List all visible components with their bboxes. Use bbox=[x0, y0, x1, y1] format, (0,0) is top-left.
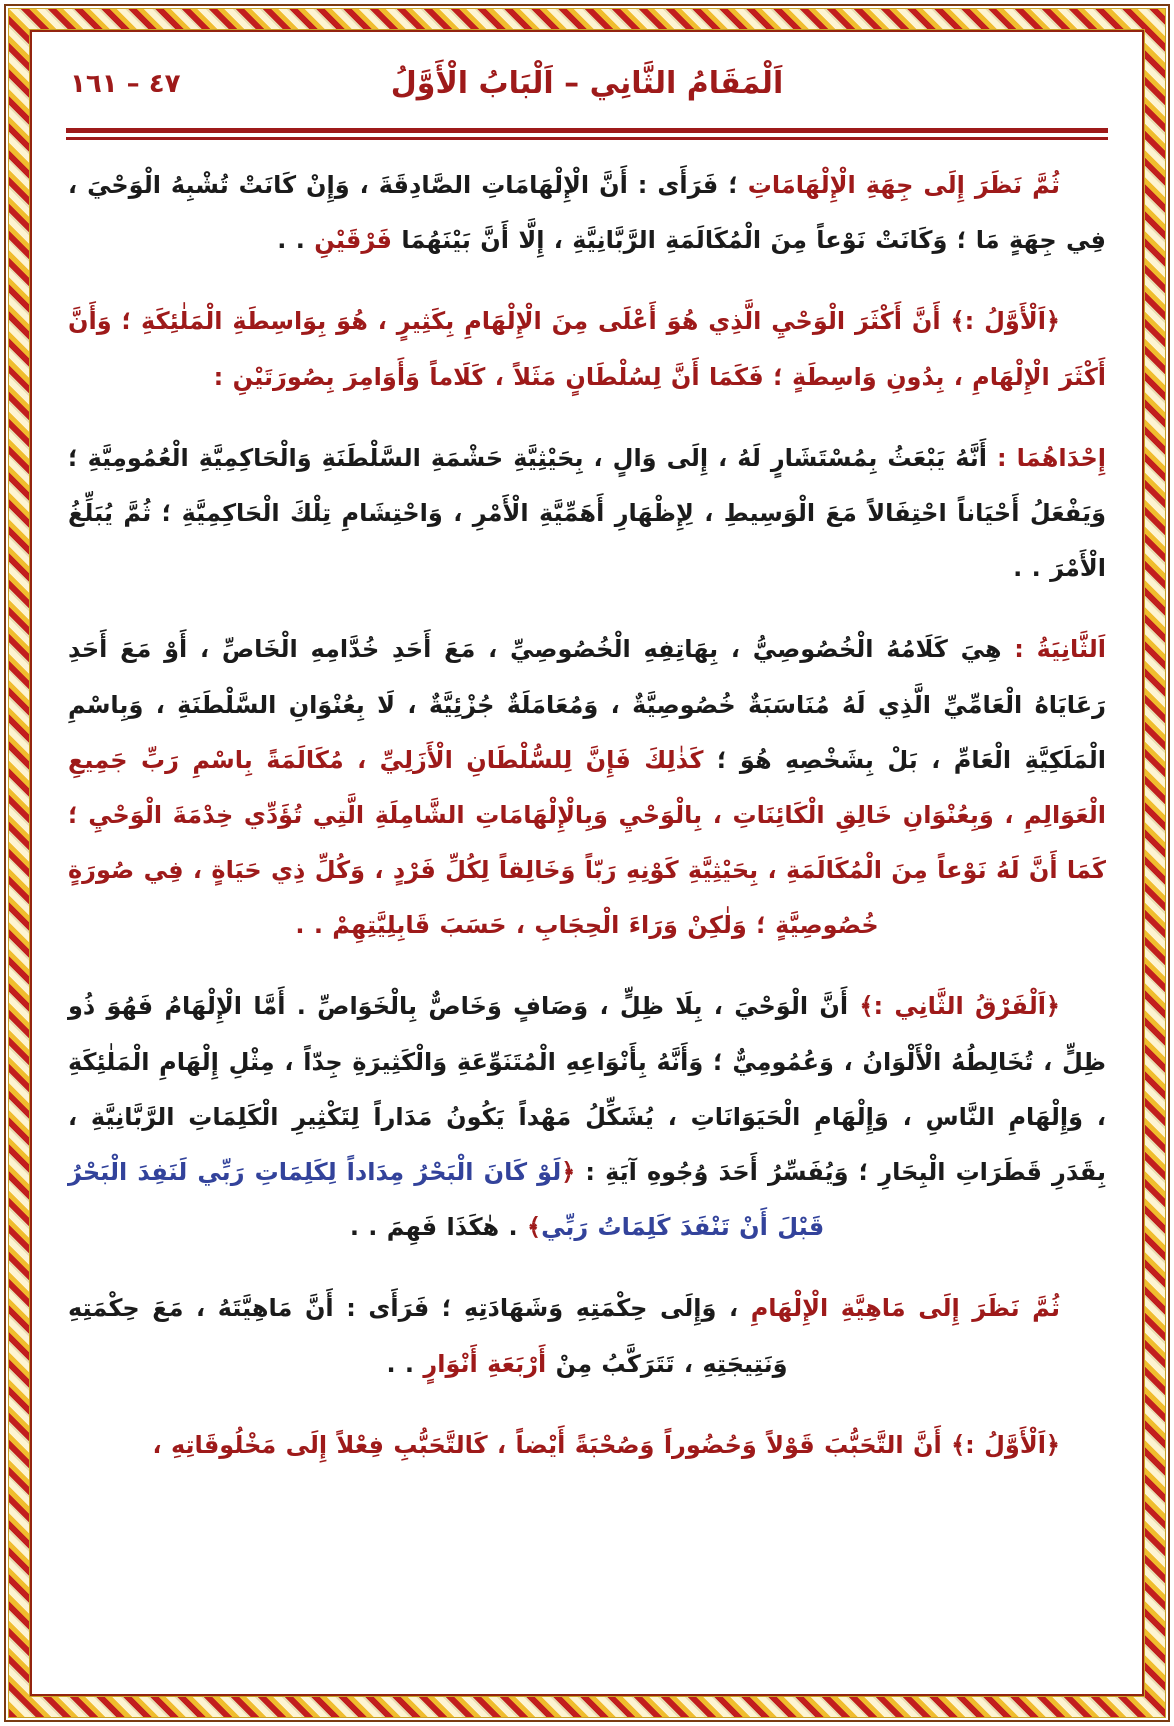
text-segment-red: اَلثَّانِيَةُ : bbox=[1001, 635, 1107, 664]
text-segment-red: أَرْبَعَةِ أَنْوَارٍ bbox=[423, 1349, 547, 1378]
text-segment-black: ؛ فَرَأَى : أَنَّ الْإِلْهَامَاتِ الصَّادِقَةَ ، وَإِنْ كَانَتْ تُشْبِهُ الْوَحْيَ ، فِي جِهَةٍ مَا ؛ وَكَانَتْ نَوْعاً مِنَ الْمُكَالَمَةِ الرَّبَّانِيَّةِ ، إِلَّا أَنَّ بَيْنَهُمَا bbox=[68, 171, 1106, 255]
text-segment-black: ، وَإِلَى حِكْمَتِهِ وَشَهَادَتِهِ ؛ فَرَأَى : أَنَّ مَاهِيَّتَهُ ، مَعَ حِكْمَتِهِ وَنَتِيجَتِهِ ، تَتَرَكَّبُ مِنْ bbox=[68, 1294, 788, 1378]
page-content bbox=[30, 30, 1144, 1696]
paragraph bbox=[68, 1281, 1106, 1391]
text-segment-black: . هٰكَذَا فَهِمَ . . bbox=[349, 1213, 528, 1242]
ornamental-frame-pattern bbox=[8, 8, 1166, 1718]
text-segment-black: . . bbox=[386, 1349, 424, 1378]
text-segment-redbracket: ﴾ bbox=[527, 1213, 542, 1242]
text-segment-black: أَنَّ الْوَحْيَ ، بِلَا ظِلٍّ ، وَصَافٍ وَخَاصٌّ بِالْخَوَاصِّ . أَمَّا الْإِلْهَامُ فَهُوَ ذُو ظِلٍّ ، تُخَالِطُهُ الْأَلْوَانُ ، وَعُمُومِيٌّ ؛ وَأَنَّهُ بِأَنْوَاعِهِ الْمُتَنَوِّعَةِ وَالْكَثِيرَةِ جِدّاً ، مِثْلِ إِلْهَامِ الْمَلٰئِكَةِ ، وَإِلْهَامِ النَّاسِ ، وَإِلْهَامِ الْحَيَوَانَاتِ ، يُشَكِّلُ مَهْداً يَكُونُ مَدَاراً لِتَكْثِيرِ الْكَلِمَاتِ الرَّبَّانِيَّةِ ، بِقَدَرِ قَطَرَاتِ الْبِحَارِ ؛ وَيُفَسِّرُ أَحَدَ وُجُوهِ آيَةِ : bbox=[68, 992, 1106, 1186]
header-divider-rule bbox=[66, 128, 1108, 140]
text-segment-red: ﴿اَلْأَوَّلُ :﴾ أَنَّ أَكْثَرَ الْوَحْيِ الَّذِي هُوَ أَعْلَى مِنَ الْإِلْهَامِ بِكَثِيرٍ ، هُوَ بِوَاسِطَةِ الْمَلٰئِكَةِ ؛ وَأَنَّ أَكْثَرَ الْإِلْهَامِ ، بِدُونِ وَاسِطَةٍ ؛ فَكَمَا أَنَّ لِسُلْطَانٍ مَثَلاً ، كَلَاماً وَأَوَامِرَ بِصُورَتَيْنِ : bbox=[68, 307, 1106, 391]
paragraph bbox=[68, 158, 1106, 268]
text-segment-red: ﴿اَلْأَوَّلُ :﴾ أَنَّ التَّحَبُّبَ قَوْلاً وَحُضُوراً وَصُحْبَةً أَيْضاً ، كَالتَّحَبُّبِ فِعْلاً إِلَى مَخْلُوقَاتِهِ ، bbox=[152, 1430, 1060, 1459]
text-segment-red: إِحْدَاهُمَا : bbox=[987, 443, 1106, 472]
text-segment-red: ثُمَّ نَظَرَ إِلَى جِهَةِ الْإِلْهَامَاتِ bbox=[747, 171, 1060, 199]
text-segment-red: ﴿اَلْفَرْقُ الثَّانِي :﴾ bbox=[848, 992, 1060, 1021]
text-segment-red: ثُمَّ نَظَرَ إِلَى مَاهِيَّةِ الْإِلْهَامِ bbox=[750, 1294, 1060, 1323]
page-number: ٤٧ – ١٦١ bbox=[70, 69, 181, 99]
text-segment-blue: لَوْ كَانَ الْبَحْرُ مِدَاداً لِكَلِمَاتِ رَبِّي لَنَفِدَ الْبَحْرُ قَبْلَ أَنْ تَنْفَدَ كَلِمَاتُ رَبِّي bbox=[68, 1158, 825, 1242]
text-segment-black: أَنَّهُ يَبْعَثُ بِمُسْتَشَارٍ لَهُ ، إِلَى وَالٍ ، بِحَيْثِيَّةِ حَشْمَةِ السَّلْطَنَةِ وَالْحَاكِمِيَّةِ الْعُمُومِيَّةِ ؛ وَيَفْعَلُ أَحْيَاناً احْتِفَالاً مَعَ الْوَسِيطِ ، لِإِظْهَارِ أَهَمِّيَّةِ الْأَمْرِ ، وَاحْتِشَامِ تِلْكَ الْحَاكِمِيَّةِ ؛ ثُمَّ يُبَلِّغُ الْأَمْرَ . . bbox=[68, 443, 1106, 583]
text-segment-black: هِيَ كَلَامُهُ الْخُصُوصِيُّ ، بِهَاتِفِهِ الْخُصُوصِيِّ ، مَعَ أَحَدِ خُدَّامِهِ الْخَاصِّ ، أَوْ مَعَ أَحَدِ رَعَايَاهُ الْعَامِّيِّ الَّذِي لَهُ مُنَاسَبَةٌ خُصُوصِيَّةٌ ، وَمُعَامَلَةٌ جُزْئِيَّةٌ ، لَا بِعُنْوَانِ السَّلْطَنَةِ ، وَبِاسْمِ الْمَلَكِيَّةِ الْعَامِّ ، بَلْ بِشَخْصِهِ هُوَ ؛ bbox=[68, 635, 1107, 774]
page-header bbox=[66, 56, 1108, 112]
text-segment-redbracket: ﴿ bbox=[561, 1158, 576, 1186]
paragraph bbox=[68, 979, 1106, 1255]
text-segment-black: . . bbox=[277, 226, 315, 255]
paragraph bbox=[68, 431, 1106, 597]
text-segment-red: فَرْقَيْنِ bbox=[314, 226, 392, 255]
paragraph bbox=[68, 294, 1106, 404]
paragraph bbox=[68, 1418, 1106, 1473]
body-text bbox=[66, 158, 1108, 1473]
page-title: اَلْمَقَامُ الثَّانِي – اَلْبَابُ الْأَوَّلُ bbox=[390, 66, 784, 101]
ornamental-frame-outer bbox=[4, 4, 1170, 1722]
text-segment-red: كَذٰلِكَ فَإِنَّ لِلسُّلْطَانِ الْأَزَلِيِّ ، مُكَالَمَةً بِاسْمِ رَبِّ جَمِيعِ الْعَوَالِمِ ، وَبِعُنْوَانِ خَالِقِ الْكَائِنَاتِ ، بِالْوَحْيِ وَبِالْإِلْهَامَاتِ الشَّامِلَةِ الَّتِي تُؤَدِّي خِدْمَةَ الْوَحْيِ ؛ كَمَا أَنَّ لَهُ نَوْعاً مِنَ الْمُكَالَمَةِ ، بِحَيْثِيَّةِ كَوْنِهِ رَبّاً وَخَالِقاً لِكُلِّ فَرْدٍ ، وَكُلِّ ذِي حَيَاةٍ ، فِي صُورَةٍ خُصُوصِيَّةٍ ؛ وَلٰكِنْ وَرَاءَ الْحِجَابِ ، حَسَبَ قَابِلِيَّتِهِمْ . . bbox=[68, 745, 1106, 940]
paragraph bbox=[68, 622, 1106, 953]
